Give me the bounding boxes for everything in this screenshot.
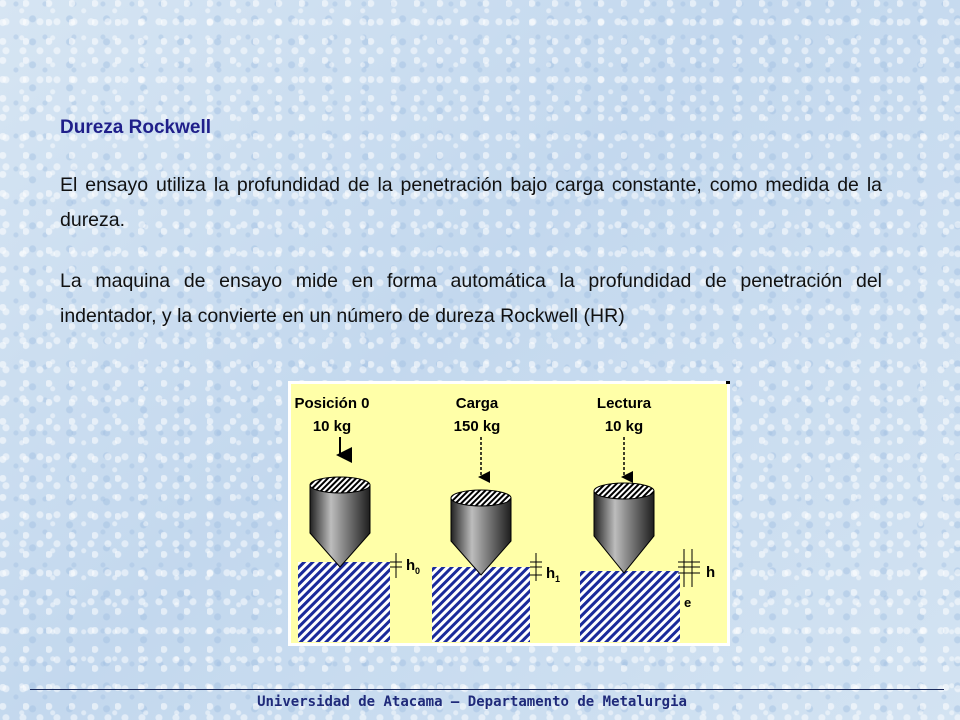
permanent-depth-label: e [684,595,692,610]
depth-label: h [546,565,556,582]
specimen-block [580,571,680,642]
footer-rule [30,689,944,690]
slide-title: Dureza Rockwell [60,117,211,138]
stage-load: 150 kg [453,418,501,435]
depth-subscript: 1 [555,574,561,584]
stage-load: 10 kg [604,418,644,435]
depth-label: h [406,557,416,574]
stage-title: Carga [455,395,499,412]
specimen-block [298,562,390,642]
stage-title: Lectura [596,395,652,412]
paragraph-2: La maquina de ensayo mide en forma automática la profundidad de penetración del indentador, y la convierte en un número de dureza Rockwell (HR) [60,270,882,327]
depth-label: h [706,564,716,581]
paragraph-1: El ensayo utiliza la profundidad de la penetración bajo carga constante, como medida de la dureza. [60,174,882,231]
rockwell-diagram [288,381,730,646]
stage-title: Posición 0 [294,395,370,412]
footer-text: Universidad de Atacama – Departamento de Metalurgia [257,694,687,710]
specimen-block [432,567,530,642]
stage-load: 10 kg [312,418,352,435]
depth-subscript: 0 [415,566,421,576]
